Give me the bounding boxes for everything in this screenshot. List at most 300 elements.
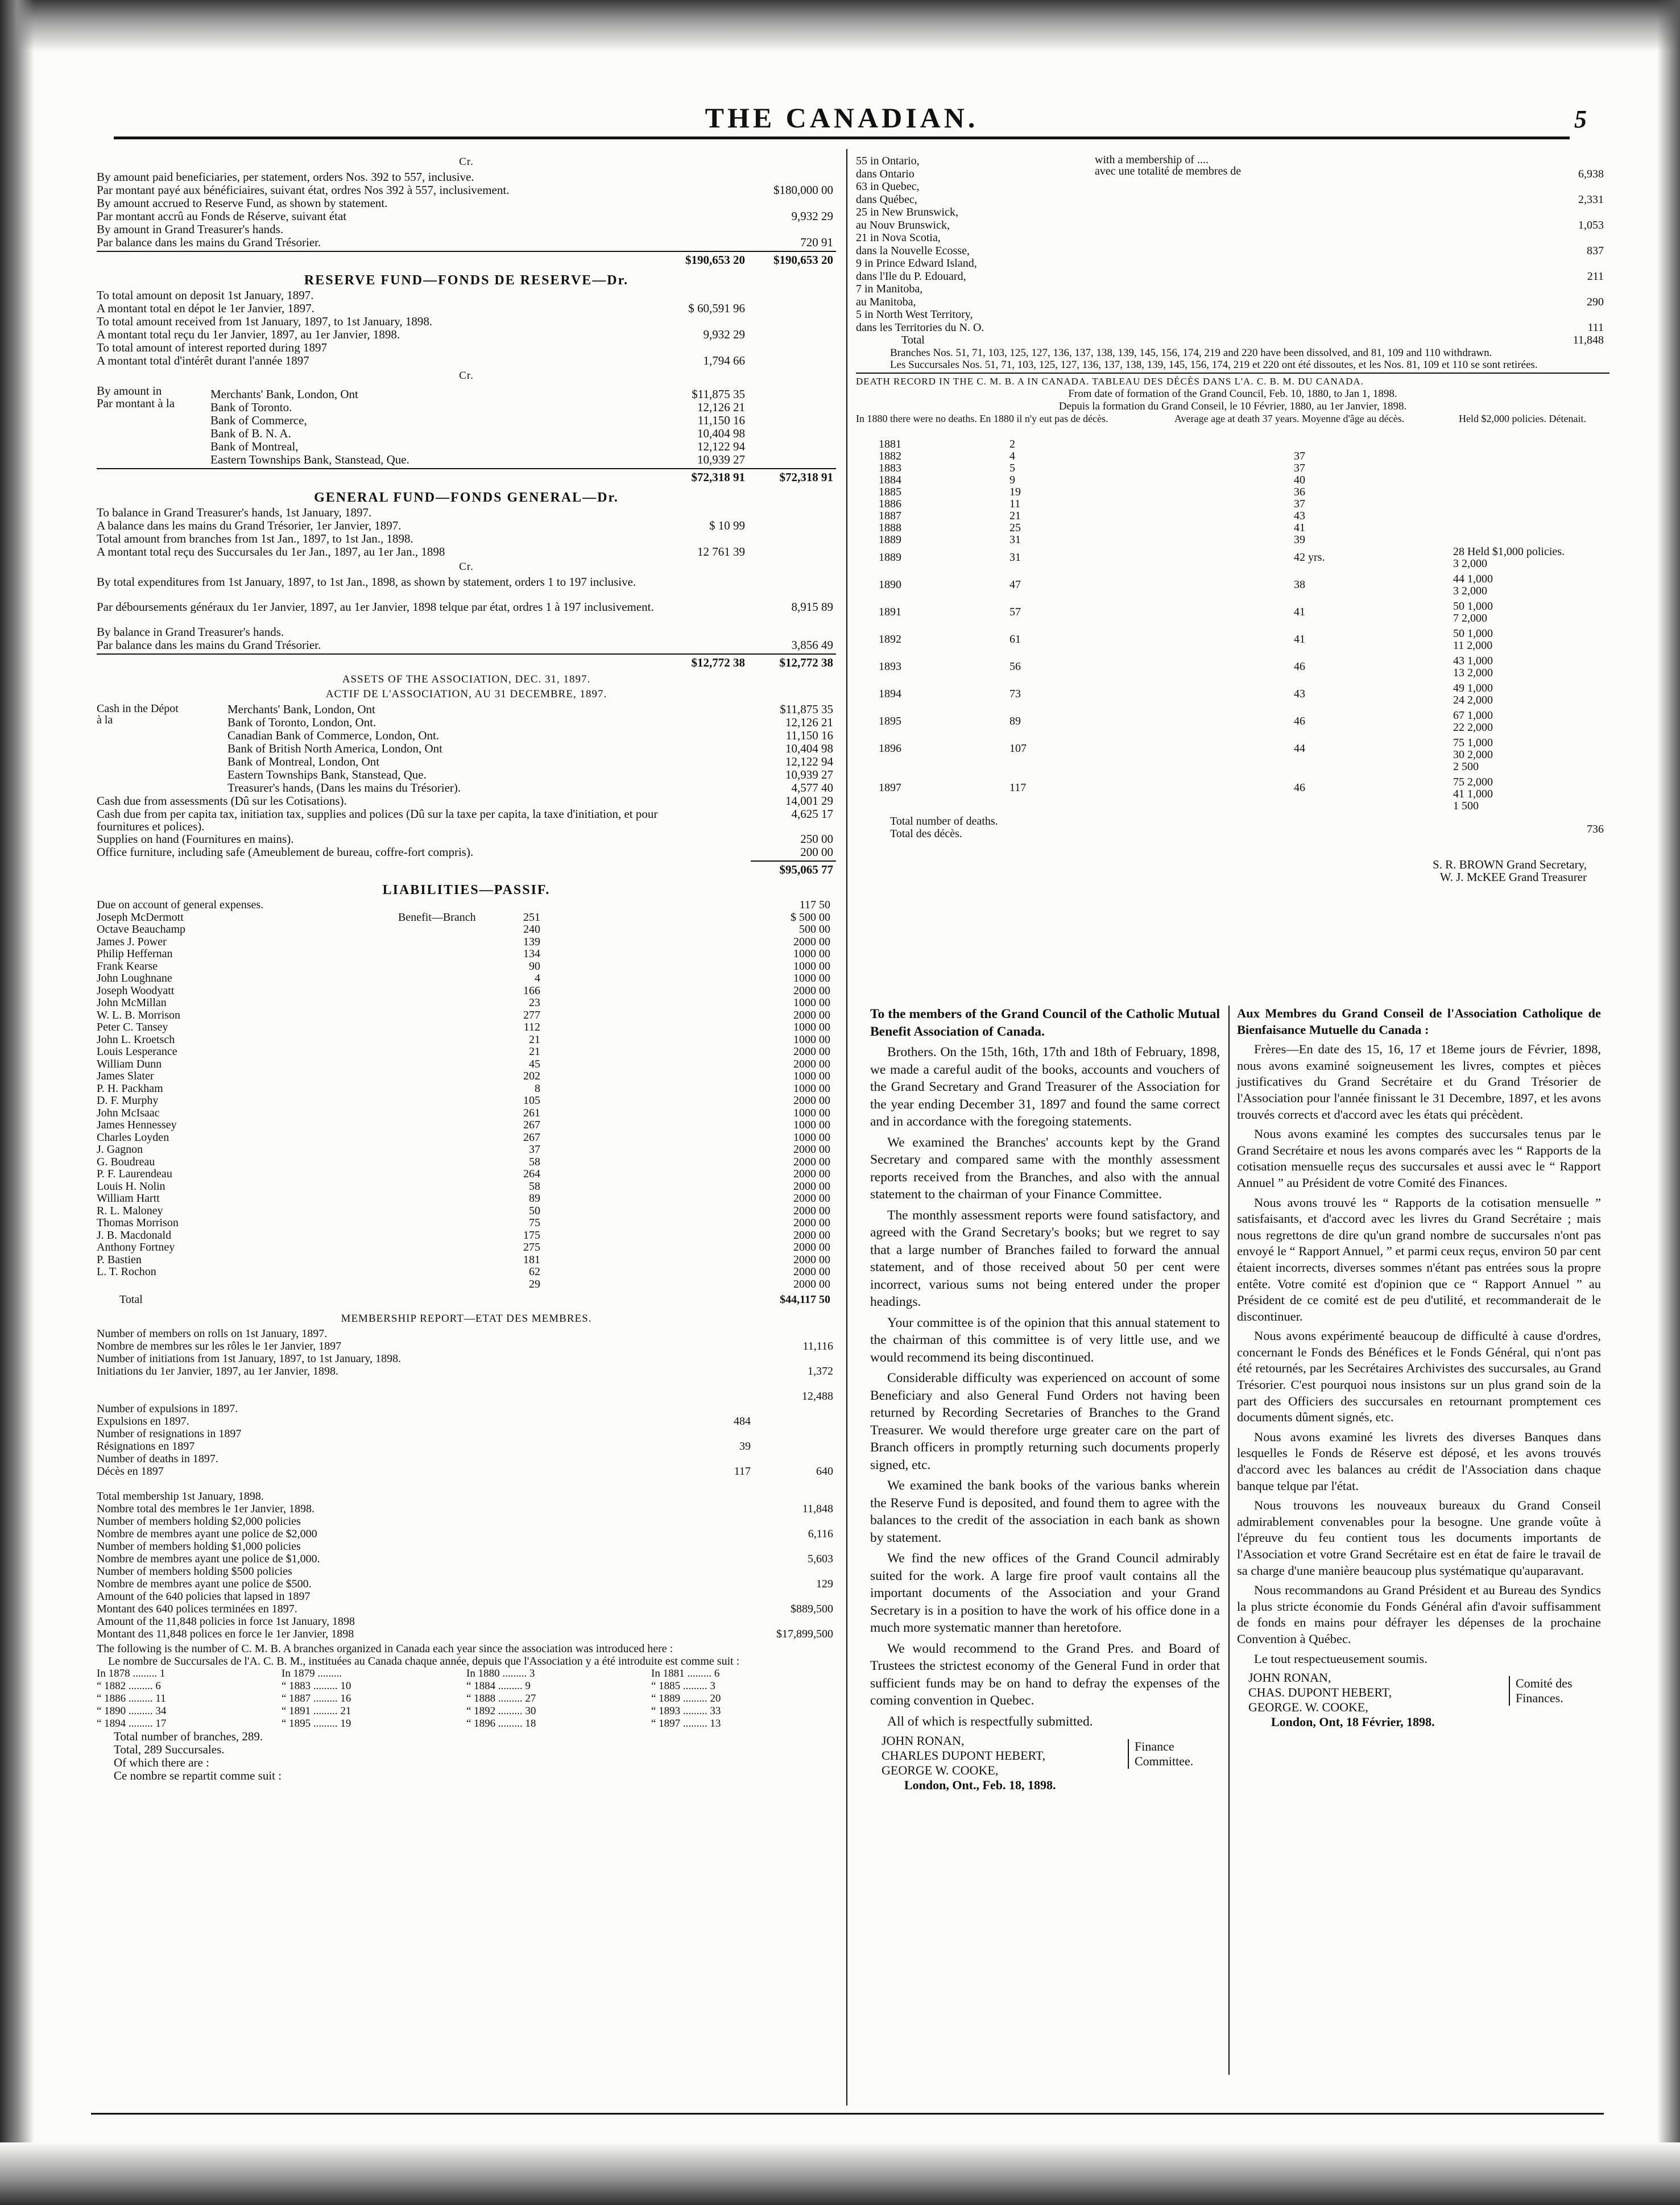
liability-row [97,1192,836,1205]
death-year: 1896 [879,742,901,755]
liability-value: 1000 00 [793,1021,830,1033]
liabilities-total: $44,117 50 [780,1293,830,1306]
liability-name: James Slater [97,1070,154,1082]
branches-year-cell: In 1881 ......... 6 [651,1668,720,1679]
grand-secretary-sig: S. R. BROWN Grand Secretary, [1432,857,1587,871]
liability-value: 2000 00 [793,1217,830,1229]
death-policies: 3 2,000 [1453,557,1487,570]
ledger-row [97,223,836,236]
ledger-row [97,808,836,833]
ledger-label: Bank of B. N. A. [210,427,291,440]
provinces-header-en: with a membership of .... [1095,154,1209,166]
ledger-row [97,545,836,559]
committee-label: Finance Committee. [1128,1739,1214,1769]
ledger-label: To total amount of interest reported during 1897 [97,341,328,354]
reserve-banks-list [97,388,836,466]
liability-row [97,911,836,924]
death-policies: 7 2,000 [1453,611,1487,624]
death-year: 1883 [879,461,901,474]
province-row [856,283,1609,296]
liability-row [97,972,836,984]
ledger-label: Cash due from assessments (Dû sur les Cotisations). [97,795,347,807]
death-count: 25 [1009,521,1021,534]
amount-col2: 4,625 17 [791,807,833,821]
death-year: 1886 [879,497,901,510]
ledger-label: Cash due from per capita tax, initiation tax, supplies and polices (Dû sur la taxe per capita, la taxe d'initiation, et pour fournitures et polices). [97,808,658,833]
branch-number: 166 [523,984,540,997]
liability-value: 2000 00 [793,1241,830,1254]
ledger-label: Bank of Toronto. [210,401,292,413]
ledger-row [97,768,836,781]
membership-label: Amount of the 11,848 policies in force 1st January, 1898 [97,1615,355,1628]
liability-row [97,1131,836,1144]
liability-name: W. L. B. Morrison [97,1008,181,1021]
membership-row [97,1327,836,1340]
death-policies: 30 2,000 [1453,748,1493,761]
liability-value: 1000 00 [793,948,830,960]
branch-number: 139 [523,935,540,948]
death-row-early [856,486,1609,498]
branch-number: 134 [523,948,540,960]
amount-col2: $11,875 35 [780,702,833,716]
membership-label: Nombre de membres sur les rôles le 1er Janvier, 1897 [97,1340,342,1352]
amount-col2: 250 00 [800,832,833,846]
amount-col1: 12,126 21 [697,400,745,414]
death-policies: 13 2,000 [1453,666,1493,679]
death-count: 61 [1009,632,1021,646]
membership-row [97,1403,836,1415]
ledger-label: Bank of Montreal, [210,440,299,453]
death-year: 1892 [879,632,901,646]
death-row-early [856,510,1609,522]
separator [856,373,1609,374]
liability-value: 1000 00 [793,1082,830,1095]
branches-year-cell: “ 1891 ......... 21 [282,1705,351,1717]
liability-name: William Hartt [97,1192,160,1205]
ledger-label: By balance in Grand Treasurer's hands. [97,626,284,638]
death-avg-age: 37 [1294,497,1305,510]
liability-name: Philip Heffernan [97,948,173,960]
liability-row [97,1082,836,1095]
report-signatures [1237,1670,1601,1730]
liability-name: Anthony Fortney [97,1241,175,1254]
province-label: dans Ontario [856,167,915,180]
liability-name: William Dunn [97,1057,162,1070]
ledger-row [97,626,836,639]
report-paragraph: Your committee is of the opinion that this annual statement to the chairman of this committee is of very little use, and we would recommend its being discontinued. [870,1315,1220,1365]
liability-value: 1000 00 [793,1106,830,1119]
province-label: 7 in Manitoba, [856,283,923,295]
bottom-rule [91,2113,1604,2115]
death-row-early [856,522,1609,533]
death-count: 11 [1009,497,1021,510]
liability-name: P. F. Laurendeau [97,1168,172,1180]
liability-row [97,960,836,973]
liability-name: Joseph Woodyatt [97,984,175,997]
membership-value: 11,848 [802,1503,833,1515]
general-fund-cr-heading: Cr. [459,561,474,573]
ledger-label: Eastern Townships Bank, Stanstead, Que. [210,453,409,466]
ledger-row [97,401,836,414]
death-year: 1885 [879,485,901,498]
signer-name: CHAS. DUPONT HEBERT, [1248,1685,1392,1700]
assets-total-row [97,863,836,878]
membership-label: Number of expulsions in 1897. [97,1403,238,1415]
ledger-row [97,315,836,328]
ledger-label: Supplies on hand (Fournitures en mains). [97,833,294,845]
death-avg-age: 42 yrs. [1294,551,1325,564]
dissolved-note: Branches Nos. 51, 71, 103, 125, 127, 136, 137, 138, 139, 145, 156, 174, 219 and 220 have been dissolved, and 81, 109 and 110 withdrawn. [890,346,1492,359]
liability-row [97,1033,836,1046]
branch-number: 4 [535,972,540,984]
ledger-label: A montant total reçu des Succursales du 1er Jan., 1897, au 1er Jan., 1898 [97,545,445,558]
liability-row [97,1241,836,1254]
death-count: 2 [1009,437,1015,450]
average-age-header: Average age at death 37 years. Moyenne d'âge au décès. [1174,412,1405,424]
membership-row [97,1390,836,1403]
liability-row [97,1180,836,1193]
liability-value: 1000 00 [793,1119,830,1131]
amount-col1: 11,150 16 [697,413,745,427]
page-edge-right [1657,0,1680,2205]
liabilities-list [97,911,836,1290]
death-count: 107 [1009,742,1027,755]
death-year: 1894 [879,687,901,700]
branches-year-cell: “ 1892 ......... 30 [466,1705,536,1717]
column-rule [846,149,847,2105]
liability-row [97,1254,836,1266]
ledger-label: A montant total en dépot le 1er Janvier, 1897. [97,302,315,315]
membership-row [97,1340,836,1352]
held-policies-header: Held $2,000 policies. Détenait. [1459,412,1586,424]
ledger-label: Par balance dans les mains du Grand Trésorier. [97,639,321,651]
liabilities-total-row [97,1293,836,1310]
liability-value: 1000 00 [793,1131,830,1144]
reserve-fund-totals [97,471,836,486]
liability-row [97,1143,836,1156]
ledger-label: A montant total d'intérêt durant l'année 1897 [97,354,309,367]
branches-intro: The following is the number of C. M. B. A branches organized in Canada each year since the association was introduced here : [97,1643,673,1655]
by-amount-label: By amount in [97,384,162,398]
signer-name: JOHN RONAN, [1248,1670,1331,1685]
membership-row [97,1490,836,1503]
ledger-label: Par montant payé aux bénéficiaires, suivant état, ordres Nos 392 à 557, inclusivement. [97,184,510,196]
death-count: 73 [1009,687,1021,700]
branch-number: 45 [529,1057,540,1070]
amount-col1: $ 60,591 96 [688,301,745,315]
province-row [856,193,1609,206]
ledger-row [97,639,836,652]
province-row [856,219,1609,232]
signer-name: JOHN RONAN, [882,1734,965,1748]
branch-number: 105 [523,1094,540,1107]
amount-col1: 9,932 29 [703,328,745,341]
liability-name: Frank Kearse [97,959,158,973]
amount-col2: 9,932 29 [791,209,833,223]
province-label: au Nouv Brunswick, [856,218,950,231]
branches-year-cell: In 1880 ......... 3 [466,1668,535,1679]
membership-label: Nombre total des membres le 1er Janvier, 1898. [97,1503,315,1515]
membership-list [97,1327,836,1640]
ledger-row [97,729,836,742]
death-avg-age: 43 [1294,509,1305,522]
death-avg-age: 37 [1294,461,1305,474]
liability-name: John McMillan [97,996,167,1009]
liability-value: 2000 00 [793,984,830,997]
death-count: 47 [1009,578,1021,591]
liability-name: Charles Loyden [97,1131,169,1144]
ledger-row [97,519,836,532]
amount-col1: $11,875 35 [692,387,745,401]
death-avg-age: 40 [1294,473,1305,486]
liability-row [97,984,836,997]
liability-row [97,1021,836,1033]
death-record-headers [856,413,1609,438]
ledger-row [97,302,836,315]
province-label: dans la Nouvelle Ecosse, [856,244,970,257]
report-paragraph: Frères—En date des 15, 16, 17 et 18eme jours de Février, 1898, nous avons examiné soigneusement les livres, comptes et pièces justificatives du Grand Secrétaire et du Grand Trésorier de l'Association pour l'année finissant le 31 Decembre, 1897, et les avons trouvés corrects et d'accord avec les états qui précèdent. [1237,1042,1601,1122]
death-avg-age: 46 [1294,714,1305,727]
ledger-row [97,354,836,367]
general-fund-cr-section [97,576,836,652]
death-year: 1888 [879,521,901,534]
membership-row [97,1440,836,1453]
ledger-row [97,197,836,210]
assets-total: $95,065 77 [779,863,833,876]
audit-report-english [870,1006,1220,1793]
reserve-fund-dr-section [97,289,836,367]
branch-number: 89 [529,1192,540,1205]
membership-row [97,1478,836,1490]
liability-name: John L. Kroetsch [97,1033,175,1046]
death-avg-age: 46 [1294,781,1305,794]
liability-name: R. L. Maloney [97,1204,163,1217]
branches-year-cell: “ 1890 ......... 34 [97,1705,167,1717]
branches-year-cell: “ 1886 ......... 11 [97,1693,166,1705]
death-row [856,545,1609,573]
membership-label: Amount of the 640 policies that lapsed in 1897 [97,1590,311,1603]
financial-statements-column [97,154,836,1782]
liability-value: 2000 00 [793,1155,830,1168]
liabilities-heading: LIABILITIES—PASSIF. [382,883,551,897]
membership-value: $17,899,500 [776,1628,833,1640]
branch-number: 58 [529,1155,540,1168]
death-year: 1890 [879,578,901,591]
ledger-label: To balance in Grand Treasurer's hands, 1st January, 1897. [97,506,372,519]
membership-row [97,1352,836,1365]
province-row [856,206,1609,219]
membership-row [97,1377,836,1390]
membership-label: Number of members on rolls on 1st January, 1897. [97,1327,328,1340]
membership-label: Expulsions en 1897. [97,1415,189,1428]
membership-row [97,1578,836,1590]
liability-value: 2000 00 [793,1094,830,1107]
death-count: 89 [1009,714,1021,727]
ledger-row [97,440,836,453]
liability-name: J. Gagnon [97,1143,143,1156]
provinces-header-fr: avec une totalité de membres de [1095,165,1242,177]
province-row [856,270,1609,283]
report-paragraph: Nous trouvons les nouveaux bureaux du Grand Conseil admirablement convenables pour la besogne. Une grande voûte à l'épreuve du feu contient tous les documents importants de l'Association et votre Grand Secrétaire est en état de faire le travail de sa charge d'une manière beaucoup plus systématique qu'auparavant. [1237,1498,1601,1578]
report-paragraph: To the members of the Grand Council of the Catholic Mutual Benefit Association of Canada. [870,1007,1220,1039]
ledger-row [97,781,836,795]
report-paragraph: We examined the bank books of the various banks wherein the Reserve Fund is deposited, and found them to agree with the balances to the credit of the association in each bank as shown by statement. [870,1478,1220,1545]
death-row [856,573,1609,600]
report-paragraph: All of which is respectfully submitted. [887,1714,1093,1729]
provinces-total-label: Total [901,334,925,346]
membership-row [97,1540,836,1553]
amount-col1: 10,404 98 [697,427,745,440]
death-row [856,776,1609,815]
province-members: 111 [1587,321,1604,334]
branch-number: 251 [523,911,540,924]
death-year: 1889 [879,533,901,546]
reserve-fund-cr-heading: Cr. [459,370,474,382]
liabilities-total-label: Total [119,1293,143,1306]
membership-value: 11,116 [802,1340,833,1352]
amount-col2: 12,122 94 [785,755,833,768]
branch-number: 50 [529,1204,540,1217]
liability-name: J. B. Macdonald [97,1228,172,1242]
ledger-label: Par montant accrû au Fonds de Réserve, suivant état [97,210,347,222]
branches-tail-line: Total, 289 Succursales. [114,1743,225,1756]
liability-name: G. Boudreau [97,1155,155,1168]
death-count: 5 [1009,461,1015,474]
branch-number: 21 [529,1033,540,1046]
membership-label: Nombre de membres ayant une police de $2,000 [97,1528,317,1540]
reserve-cr-totals [97,254,836,268]
membership-label: Number of deaths in 1897. [97,1453,218,1465]
liability-row [97,936,836,948]
death-year: 1889 [879,551,901,564]
par-montant-label: Par montant à la [97,396,175,410]
membership-label: Number of resignations in 1897 [97,1428,242,1440]
total-a2: $12,772 38 [779,656,833,669]
province-members: 1,053 [1578,218,1604,231]
ledger-label: Eastern Townships Bank, Stanstead, Que. [227,768,427,781]
membership-value: 640 [816,1465,833,1478]
death-count: 19 [1009,485,1021,498]
report-paragraph: Nous recommandons au Grand Président et au Bureau des Syndics la plus stricte économie du Fonds Général afin d'avoir suffisamment de fonds en mains pour défrayer les dépenses de la prochaine Convention à Québec. [1237,1583,1601,1646]
membership-row [97,1453,836,1465]
death-count: 4 [1009,449,1015,462]
liability-name: L. T. Rochon [97,1265,156,1278]
liability-name: Peter C. Tansey [97,1021,168,1033]
province-row [856,168,1609,181]
ledger-row [97,795,836,808]
liability-value: 2000 00 [793,1192,830,1205]
death-count: 56 [1009,660,1021,673]
death-avg-age: 41 [1294,605,1305,618]
liability-value: 1000 00 [793,959,830,973]
total-a1: $12,772 38 [691,656,745,669]
ledger-row [97,846,836,859]
death-policies: 11 2,000 [1453,639,1493,652]
assets-banks-list [97,703,836,795]
report-paragraph: Considerable difficulty was experienced on account of some Beneficiary and also General Fund Orders not having been returned by Recording Secretaries of Branches to the Grand Treasurer. We would therefore urge greater care on the part of Branch officers in promptly returning such documents properly signed, etc. [870,1371,1220,1472]
membership-label: Décès en 1897 [97,1465,164,1478]
death-policies: 75 2,000 [1453,775,1493,788]
liability-name: Louis H. Nolin [97,1180,165,1193]
province-row [856,296,1609,309]
separator [97,653,836,655]
ledger-row [97,755,836,768]
death-policies: 3 2,000 [1453,584,1487,597]
ledger-row [97,171,836,184]
page-edge-bottom [0,2142,1680,2205]
ledger-label: Par déboursements généraux du 1er Janvier, 1897, au 1er Janvier, 1898 telque par état, ordres 1 à 197 inclusivement. [97,601,654,613]
ledger-row [97,506,836,519]
membership-sub: 39 [739,1440,751,1453]
report-paragraph: Nous avons examiné les livrets des diverses Banques dans lesquelles le Fonds de Réserve est déposé, et les avons trouvés d'accord avec les balances au crédit de l'Association dans chaque banque telque par l'état. [1237,1429,1601,1493]
reserve-cr-section [97,171,836,249]
liability-row [97,1009,836,1021]
liability-name: P. H. Packham [97,1082,163,1095]
deaths-total-label: Total number of deaths. [890,814,998,828]
amount-col2: 200 00 [800,845,833,859]
province-members: 290 [1587,295,1604,308]
amount-col1: 1,794 66 [703,354,745,367]
page-edge-left [0,0,34,2205]
liability-name: D. F. Murphy [97,1094,159,1107]
total-a1: $190,653 20 [685,253,745,267]
liability-row [97,1045,836,1058]
report-paragraph: Nous avons examiné les comptes des succursales tenus par le Grand Secrétaire et nous les avons comparés avec les “ Rapports de la cotisation mensuelle reçus des succursales et aussi avec le “ Rapport Annuel ” au Président de votre Comité des Finances. [1237,1127,1601,1190]
report-paragraph: Le tout respectueusement soumis. [1254,1651,1427,1666]
branch-number: 112 [523,1021,540,1033]
branches-year-cell: “ 1887 ......... 16 [282,1693,351,1705]
death-row-early [856,450,1609,462]
amount-col1: 12,122 94 [697,440,745,453]
newspaper-title: THE CANADIAN. [705,102,979,134]
ledger-label: By amount accrued to Reserve Fund, as shown by statement. [97,197,388,209]
death-policies: 22 2,000 [1453,721,1493,734]
ledger-row [97,236,836,249]
ledger-row [97,427,836,440]
liability-value: 2000 00 [793,1253,830,1266]
membership-value: 6,116 [808,1528,833,1540]
assets-subheading: ACTIF DE L'ASSOCIATION, AU 31 DECEMBRE, 1897. [325,688,607,700]
branch-number: 23 [529,996,540,1009]
branches-year-cell: In 1879 ......... [282,1668,342,1679]
liability-row [97,1278,836,1290]
death-avg-age: 36 [1294,485,1305,498]
liability-row [97,1168,836,1180]
ledger-label: By total expenditures from 1st January, 1897, to 1st Jan., 1898, as shown by statement, orders 1 to 197 inclusive. [97,576,636,588]
death-record-depuis: Depuis la formation du Grand Conseil, le 10 Février, 1880, au 1er Janvier, 1898. [1058,400,1407,412]
liability-value: 1000 00 [793,1033,830,1046]
branches-year-cell: “ 1894 ......... 17 [97,1718,167,1730]
signer-name: CHARLES DUPONT HEBERT, [882,1748,1046,1763]
liability-value: 2000 00 [793,1277,830,1290]
branches-tail-line: Total number of branches, 289. [114,1730,263,1743]
branches-tail-line: Ce nombre se repartit comme suit : [114,1769,282,1782]
death-policies: 50 1,000 [1453,599,1493,613]
membership-row [97,1528,836,1540]
death-record-from: From date of formation of the Grand Council, Feb. 10, 1880, to Jan 1, 1898. [1068,387,1397,400]
death-year: 1882 [879,449,901,462]
branches-year-cell: “ 1893 ......... 33 [651,1705,721,1717]
province-label: au Manitoba, [856,295,916,308]
liability-value: 2000 00 [793,1143,830,1156]
membership-row [97,1590,836,1603]
province-row [856,155,1609,168]
death-record-rows [856,545,1609,815]
liability-value: 1000 00 [793,996,830,1009]
province-row [856,180,1609,193]
ledger-label: Treasurer's hands, (Dans les mains du Trésorier). [227,781,461,794]
liability-value: 2000 00 [793,1204,830,1217]
